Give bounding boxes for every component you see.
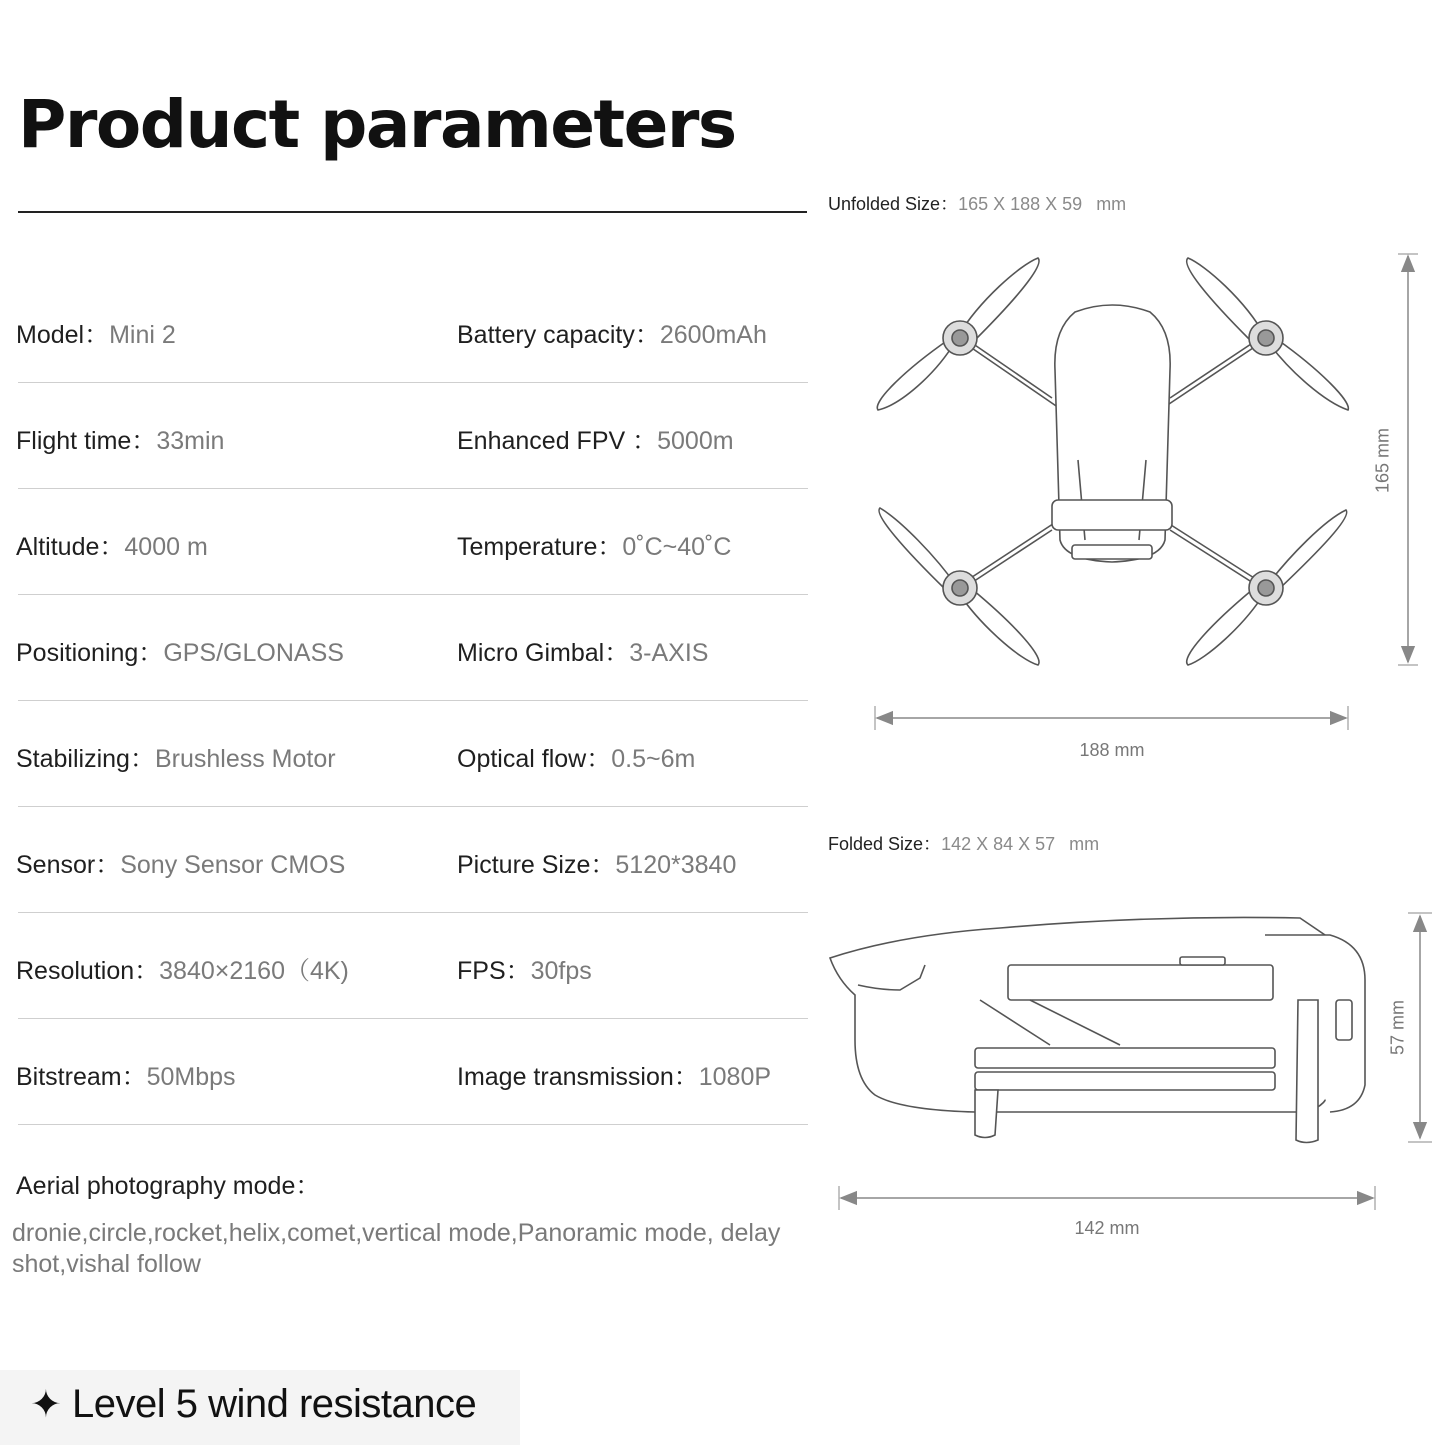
unfolded-height-label: 165 mm xyxy=(1372,427,1393,494)
spec-label: Temperature： xyxy=(457,533,623,561)
spec-value: 0˚C~40˚C xyxy=(622,533,732,561)
spec-value: 3-AXIS xyxy=(629,639,709,667)
spec-label: Flight time： xyxy=(16,427,157,455)
spec-label: Positioning： xyxy=(16,639,164,667)
spec-value: Mini 2 xyxy=(109,321,176,349)
spec-label: Resolution： xyxy=(16,957,160,985)
spec-value: 3840×2160（4K) xyxy=(159,957,349,985)
folded-width-label: 142 mm xyxy=(1074,1218,1140,1238)
folded-size-label: Folded Size： xyxy=(828,834,942,854)
folded-height-label: 57 mm xyxy=(1387,1000,1408,1056)
spec-value: Brushless Motor xyxy=(154,745,336,773)
unfolded-width-label: 188 mm xyxy=(1079,740,1145,760)
spec-label: FPS： xyxy=(457,957,531,985)
unfolded-size-label: Unfolded Size： xyxy=(828,194,959,214)
aerial-mode-label: Aerial photography mode： xyxy=(16,1172,321,1200)
spec-value: 2600mAh xyxy=(659,321,767,349)
spec-value: 50Mbps xyxy=(146,1063,236,1091)
unfolded-drone-drawing xyxy=(877,258,1348,665)
spec-value: 4000 m xyxy=(124,533,208,561)
unfolded-size-value: 165 X 188 X 59 xyxy=(958,194,1083,214)
spec-label: Picture Size： xyxy=(457,851,616,879)
spec-value: 33min xyxy=(156,427,225,455)
feature-badge-text: Level 5 wind resistance xyxy=(72,1382,477,1426)
sparkle-icon: ✦ xyxy=(30,1384,62,1426)
spec-label: Altitude： xyxy=(16,533,125,561)
folded-drone-drawing xyxy=(830,917,1365,1142)
aerial-mode-value: dronie,circle,rocket,helix,comet,vertical mode,Panoramic mode, delay shot,vishal follow xyxy=(12,1219,781,1278)
spec-label: Micro Gimbal： xyxy=(457,639,630,667)
spec-value: 30fps xyxy=(530,957,592,985)
spec-value: 5000m xyxy=(657,427,734,455)
folded-size-value: 142 X 84 X 57 xyxy=(941,834,1056,854)
unfolded-size-unit: mm xyxy=(1096,194,1127,214)
folded-size-unit: mm xyxy=(1069,834,1100,854)
spec-label: Model： xyxy=(16,321,110,349)
spec-value: 1080P xyxy=(698,1063,772,1091)
page-title: Product parameters xyxy=(18,86,736,163)
spec-label: Enhanced FPV ： xyxy=(457,427,658,455)
spec-label: Image transmission： xyxy=(457,1063,699,1091)
spec-label: Sensor： xyxy=(16,851,121,879)
spec-label: Stabilizing： xyxy=(16,745,155,773)
spec-value: GPS/GLONASS xyxy=(163,639,344,667)
spec-label: Optical flow： xyxy=(457,745,612,773)
spec-value: Sony Sensor CMOS xyxy=(120,851,346,879)
spec-value: 5120*3840 xyxy=(615,851,737,879)
feature-badge xyxy=(0,1370,520,1445)
spec-label: Bitstream： xyxy=(16,1063,147,1091)
spec-value: 0.5~6m xyxy=(611,745,696,773)
spec-label: Battery capacity： xyxy=(457,321,660,349)
